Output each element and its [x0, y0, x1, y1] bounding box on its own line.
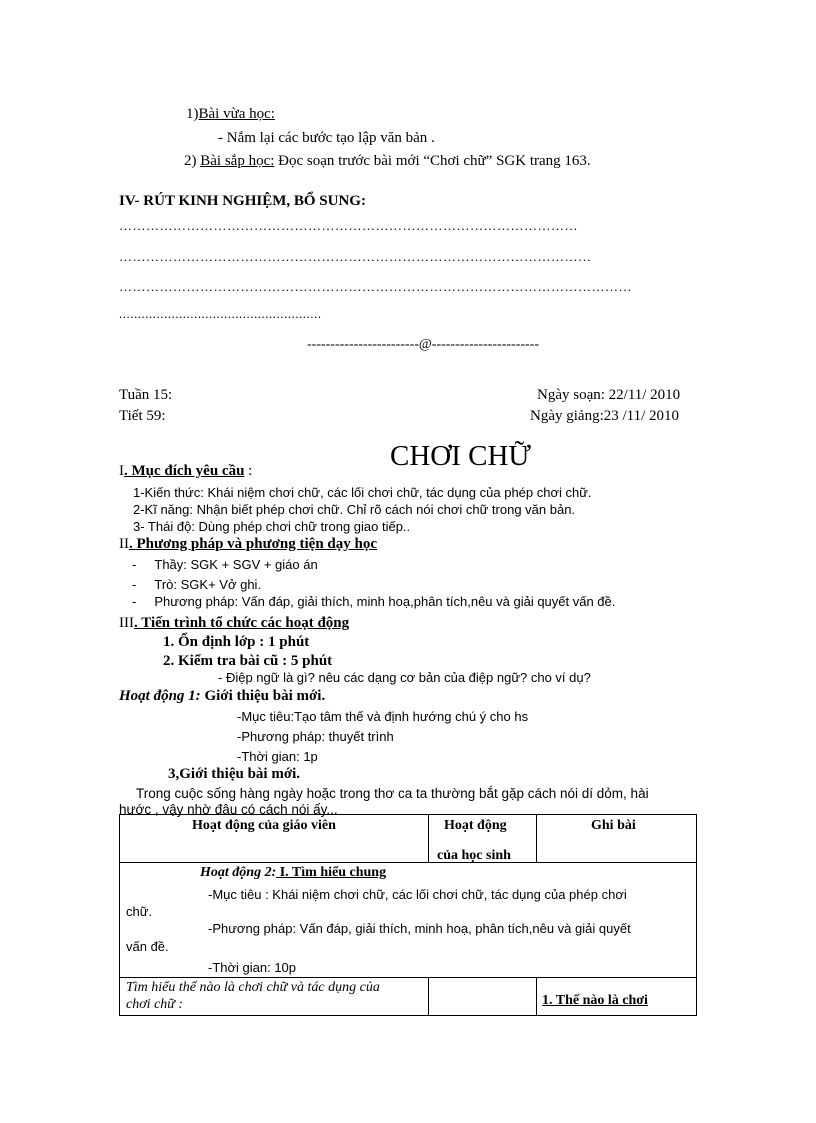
section1-item1: 1-Kiến thức: Khái niệm chơi chữ, các lối chơi chữ, tác dụng của phép chơi chữ. [133, 485, 592, 500]
col-header-teacher: Hoạt động của giáo viên [192, 818, 336, 833]
activity1-heading: Hoạt động 1: Giới thiệu bài mới. [119, 688, 326, 704]
activity2-goal: -Mục tiêu : Khái niệm chơi chữ, các lối chơi chữ, tác dụng của phép chơi [208, 887, 627, 902]
section1-heading: I. Mục đích yêu cầu : [119, 463, 253, 479]
teach-date: Ngày giảng:23 /11/ 2010 [530, 408, 680, 424]
col-header-student-2: của học sinh [437, 848, 511, 863]
separator: ------------------------@----------------------- [307, 337, 540, 352]
intro-line-2: hước , vậy nhờ đâu có cách nói ấy... [119, 802, 338, 817]
lesson-label: Tiết 59: [119, 408, 166, 424]
dotted-line-3: …………………………………………………………………………………………………… [119, 279, 632, 294]
homework-item1-label: Bài vừa học: [198, 106, 275, 122]
homework-item1-detail: - Nắm lại các bước tạo lập văn bản . [218, 130, 435, 146]
section4-heading: IV- RÚT KINH NGHIỆM, BỔ SUNG: [119, 193, 366, 209]
col-divider-4 [536, 977, 537, 1015]
activity2-method: -Phương pháp: Vấn đáp, giải thích, minh hoạ, phân tích,nêu và giải quyết [208, 921, 631, 936]
section2-item1: - Thầy: SGK + SGV + giáo án [132, 557, 318, 572]
section3-step2: 2. Kiểm tra bài cũ : 5 phút [163, 653, 333, 669]
activity1-time: -Thời gian: 1p [237, 749, 318, 764]
homework-item2: 2) Bài sắp học: Đọc soạn trước bài mới “Chơi chữ” SGK trang 163. [184, 153, 591, 169]
row3-left-1: Tìm hiểu thế nào là chơi chữ và tác dụng của [126, 980, 380, 995]
dotted-line-2: …………………………………………………………………………………………… [119, 249, 592, 264]
col-divider-2 [536, 815, 537, 863]
row-divider-1 [120, 862, 696, 863]
col-header-notes: Ghi bài [591, 818, 636, 833]
activity2-method-cont: vấn đề. [126, 939, 169, 954]
row3-right: 1. Thế nào là chơi [542, 993, 648, 1008]
section2-heading: II. Phương pháp và phương tiện dạy học [119, 536, 378, 552]
prep-date: Ngày soạn: 22/11/ 2010 [537, 387, 681, 403]
activity2-heading: Hoạt động 2: I. Tìm hiểu chung [200, 865, 387, 880]
page-title: CHƠI CHỮ [390, 440, 531, 472]
section2-item3: - Phương pháp: Vấn đáp, giải thích, minh hoạ,phân tích,nêu và giải quyết vấn đề. [132, 594, 616, 609]
homework-item2-label: Bài sắp học: [200, 153, 275, 169]
lesson-table [119, 814, 697, 1016]
homework-item1: 1)Bài vừa học: [186, 106, 275, 122]
section1-item3: 3- Thái độ: Dùng phép chơi chữ trong giao tiếp.. [133, 519, 411, 534]
activity1-method: -Phương pháp: thuyết trình [237, 729, 394, 744]
activity1-goal: -Mục tiêu:Tạo tâm thế và định hướng chú ý cho hs [237, 709, 529, 724]
col-divider-1 [428, 815, 429, 863]
activity2-time: -Thời gian: 10p [208, 960, 297, 975]
activity2-goal-cont: chữ. [126, 904, 153, 919]
section1-item2: 2-Kĩ năng: Nhận biết phép chơi chữ. Chỉ rõ cách nói chơi chữ trong văn bản. [133, 502, 576, 517]
section2-item2: - Trò: SGK+ Vở ghi. [132, 577, 262, 592]
col-header-student-1: Hoạt động [444, 818, 507, 833]
intro-line-1: Trong cuộc sống hàng ngày hoặc trong thơ ca ta thường bắt gặp cách nói dí dỏm, hài [136, 786, 649, 801]
section3-heading: III. Tiến trình tổ chức các hoạt động [119, 615, 350, 631]
row-divider-2 [120, 977, 696, 978]
row3-left-2: chơi chữ : [126, 997, 184, 1012]
dotted-line-4: ...................................................... [119, 306, 322, 321]
week-label: Tuần 15: [119, 387, 173, 403]
section3-step1: 1. Ổn định lớp : 1 phút [163, 634, 310, 650]
section3-question: - Điệp ngữ là gì? nêu các dạng cơ bản của điệp ngữ? cho ví dụ? [218, 670, 591, 685]
col-divider-3 [428, 977, 429, 1015]
intro-heading: 3,Giới thiệu bài mới. [168, 766, 301, 782]
dotted-line-1: ………………………………………………………………………………………… [119, 218, 578, 233]
